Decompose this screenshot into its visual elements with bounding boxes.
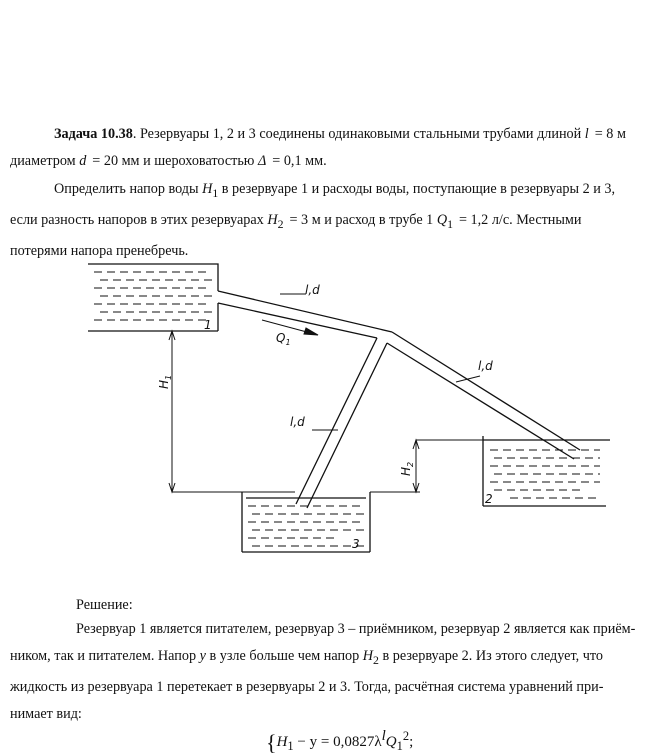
- flow-arrow-q1: [262, 320, 318, 335]
- tank-2: [483, 436, 610, 506]
- h2-dimension: [370, 440, 483, 492]
- equation-system: {$H_1 - y = 0,0827\lambda lQ_1^2$;: [266, 728, 414, 755]
- q1-label: $Q_1$: [276, 331, 291, 347]
- question-text: Определить напор воды $H_1$ в резервуаре 1 и расходы воды, поступающие в резервуары 2 и 3, если разность напоров в этих резервуарах $H_2 = 3$ м и расход в трубе 1 $Q_1 = 1,2$ л/с. Местными потерями напора пренебречь.: [10, 181, 615, 259]
- reservoir-diagram: [80, 254, 620, 554]
- tank-3-label: 3: [352, 537, 360, 551]
- h2-label: $H_2$: [399, 461, 415, 476]
- problem-title: Задача 10.38: [54, 126, 133, 142]
- tank-3: [242, 492, 370, 552]
- tank-1-label: 1: [204, 318, 212, 332]
- pipe-label-2: l,d: [478, 359, 493, 373]
- pipe-label-3: l,d: [290, 415, 305, 429]
- tank-1: [88, 264, 218, 331]
- pipe-3: [296, 338, 387, 508]
- h1-dimension: [169, 331, 295, 492]
- problem-statement: Задача 10.38. Резервуары 1, 2 и 3 соединены одинаковыми стальными трубами длиной l = 8 м диаметром d = 20 мм и шероховатостью Δ = 0,1 мм.: [10, 126, 626, 169]
- solution-text: Резервуар 1 является питателем, резервуар 3 – приёмником, резервуар 2 является как приём- ником, так и питателем. Напор y в узле больше чем напор $H_2$ в резервуаре 2. Из этого следует, что жидкость из резервуара 1 перетекает в резервуары 2 и 3. Тогда, расчётная система уравнений при- нимает вид:: [10, 621, 636, 722]
- tank-2-label: 2: [485, 492, 493, 506]
- h1-label: $H_1$: [157, 374, 173, 389]
- solution-heading: Решение:: [76, 597, 133, 613]
- pipe-label-1: l,d: [305, 283, 320, 297]
